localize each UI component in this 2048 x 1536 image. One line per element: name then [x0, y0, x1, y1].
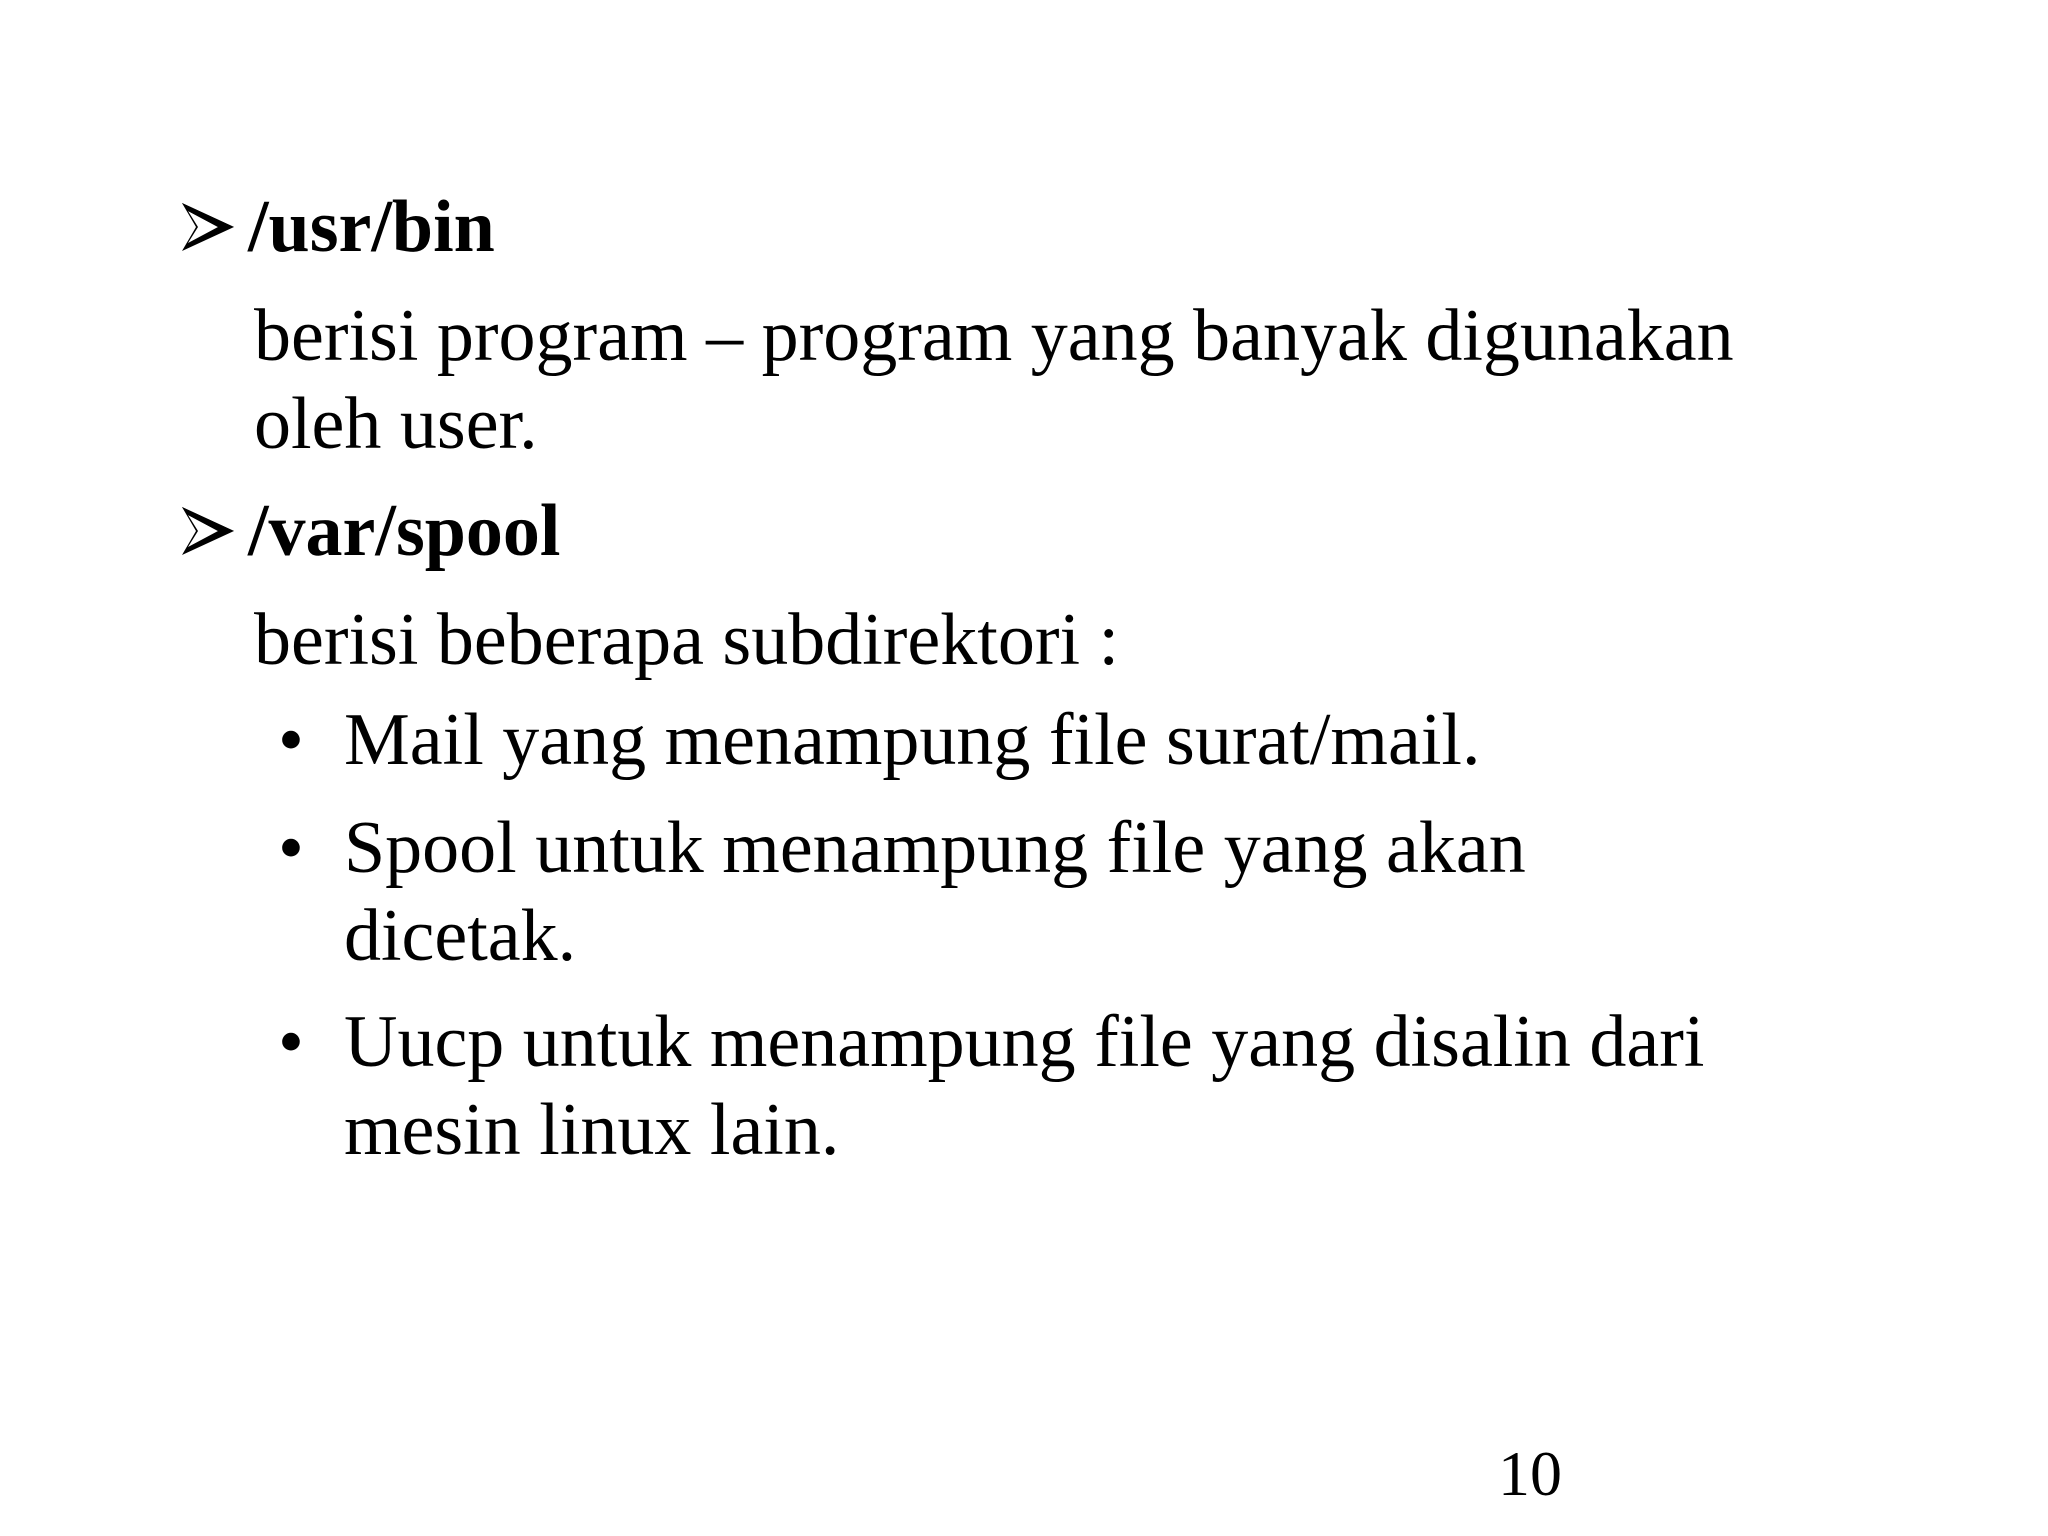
arrow-bullet-icon	[178, 501, 238, 561]
directory-name: /usr/bin	[248, 186, 495, 268]
subdirectory-item-spool	[278, 804, 1526, 980]
bullet-dot-icon: •	[278, 807, 304, 889]
list-item-text	[344, 998, 1704, 1174]
entry-var-spool-description: berisi beberapa subdirektori :	[254, 599, 1120, 681]
page-number: 10	[1498, 1438, 1562, 1509]
list-item-line: Spool untuk menampung file yang akan	[344, 807, 1526, 889]
list-item-line: mesin linux lain.	[344, 1089, 840, 1171]
subdirectory-item-mail	[278, 696, 1480, 784]
directory-name: /var/spool	[248, 490, 561, 572]
list-item-line: dicetak.	[344, 895, 577, 977]
arrow-bullet-icon	[178, 197, 238, 257]
entry-var-spool-heading	[178, 486, 560, 576]
list-item-text	[344, 804, 1526, 980]
subdirectory-item-uucp	[278, 998, 1704, 1174]
list-item-line: Uucp untuk menampung file yang disalin dari	[344, 1001, 1705, 1083]
list-item-line: Mail yang menampung file surat/mail.	[344, 699, 1481, 781]
entry-usr-bin-description-line-2: oleh user.	[254, 383, 538, 465]
bullet-dot-icon: •	[278, 699, 304, 781]
entry-usr-bin-description-line-1: berisi program – program yang banyak digunakan	[254, 295, 1734, 377]
entry-usr-bin-heading	[178, 182, 495, 272]
list-item-text	[344, 696, 1480, 784]
bullet-dot-icon: •	[278, 1001, 304, 1083]
